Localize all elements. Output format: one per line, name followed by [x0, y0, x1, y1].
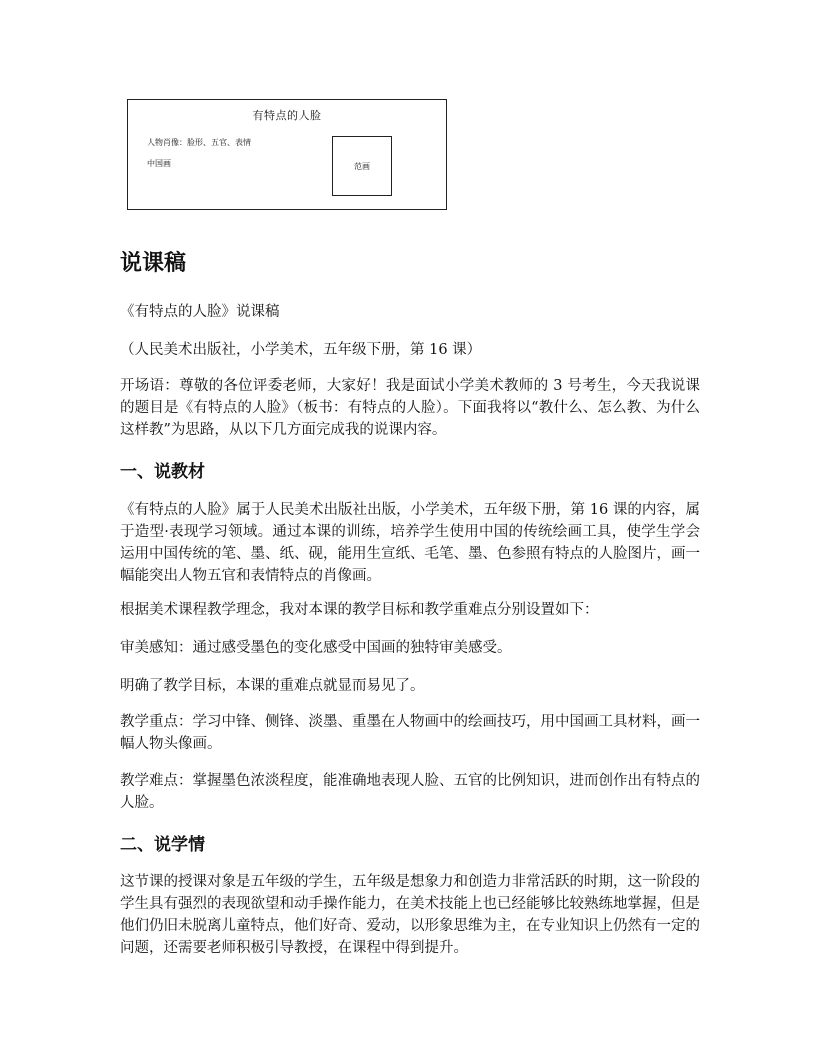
textbook-paragraph-4: 明确了教学目标，本课的重难点就显而易见了。: [120, 678, 425, 694]
source-line: （人民美术出版社，小学美术，五年级下册，第 16 课）: [120, 342, 482, 358]
learners-paragraph: 这节课的授课对象是五年级的学生，五年级是想象力和创造力非常活跃的时期，这一阶段的学生具有强烈的表现欲望和动手操作能力，在美术技能上也已经能够比较熟练地掌握，但是他们仍旧未脱离儿童特点，他们好奇、爱动，以形象思维为主，在专业知识上仍然有一定的问题，还需要老师积极引导教授，在课程中得到提升。: [120, 874, 700, 956]
document-title: 说课稿: [120, 251, 187, 276]
section-heading-learners: 二、说学情: [120, 835, 205, 855]
section-heading-textbook: 一、说教材: [120, 462, 205, 482]
teaching-difficulty-paragraph: 教学难点：掌握墨色浓淡程度，能准确地表现人脸、五官的比例知识，进而创作出有特点的人脸。: [120, 773, 700, 811]
blackboard-design: [127, 99, 447, 210]
board-box-label: 范画: [354, 161, 370, 171]
textbook-paragraph-3: 审美感知：通过感受墨色的变化感受中国画的独特审美感受。: [120, 640, 512, 656]
board-title: 有特点的人脸: [252, 109, 322, 122]
teaching-focus-paragraph: 教学重点：学习中锋、侧锋、淡墨、重墨在人物画中的绘画技巧，用中国画工具材料，画一幅人物头像画。: [120, 714, 700, 752]
opening-paragraph: 开场语：尊敬的各位评委老师，大家好！我是面试小学美术教师的 3 号考生，今天我说课的题目是《有特点的人脸》（板书：有特点的人脸）。下面我将以“教什么、怎么教、为什么这样教”为思路，从以下几方面完成我的说课内容。: [120, 378, 700, 438]
textbook-paragraph-1: 《有特点的人脸》属于人民美术出版社出版，小学美术，五年级下册，第 16 课的内容，属于造型·表现学习领域。通过本课的训练，培养学生使用中国的传统绘画工具，使学生学会运用中国传统的笔、墨、纸、砚，能用生宣纸、毛笔、墨、色参照有特点的人脸图片，画一幅能突出人物五官和表情特点的肖像画。: [120, 502, 700, 584]
textbook-paragraph-2: 根据美术课程教学理念，我对本课的教学目标和教学重难点分别设置如下：: [120, 602, 599, 618]
subtitle: 《有特点的人脸》说课稿: [120, 304, 280, 320]
board-line-portrait: 人物肖像：脸形、五官、表情: [147, 138, 251, 147]
board-line-chinese-painting: 中国画: [147, 159, 171, 168]
board-example-box: [332, 136, 392, 196]
